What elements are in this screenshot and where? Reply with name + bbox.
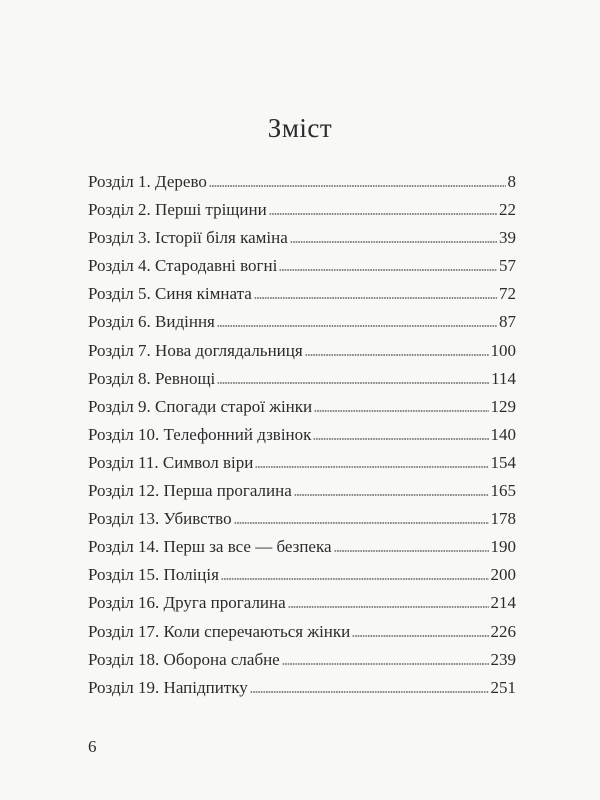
toc-entry-page: 154: [490, 452, 516, 472]
table-of-contents: [88, 168, 516, 702]
toc-entry-title: Розділ 2. Перші тріщини: [88, 200, 267, 220]
toc-entry: [88, 449, 516, 477]
toc-entry: [88, 589, 516, 617]
toc-entry: [88, 280, 516, 308]
toc-entry: [88, 168, 516, 196]
toc-dot-leader: [288, 605, 489, 609]
toc-entry-page: 57: [499, 256, 516, 276]
toc-dot-leader: [305, 353, 489, 357]
toc-entry-title: Розділ 19. Напідпитку: [88, 677, 248, 697]
toc-entry-title: Розділ 11. Символ віри: [88, 452, 254, 472]
toc-entry: [88, 196, 516, 224]
toc-entry: [88, 365, 516, 393]
toc-entry: [88, 224, 516, 252]
toc-entry: [88, 308, 516, 336]
toc-entry: [88, 561, 516, 589]
toc-entry: [88, 618, 516, 646]
toc-entry-title: Розділ 9. Спогади старої жінки: [88, 396, 313, 416]
toc-dot-leader: [217, 324, 497, 328]
toc-entry: [88, 393, 516, 421]
page-title: Зміст: [267, 113, 333, 143]
toc-dot-leader: [221, 577, 489, 581]
toc-entry-page: 190: [490, 537, 516, 557]
toc-entry-page: 200: [490, 565, 516, 585]
toc-entry-page: 100: [490, 340, 516, 360]
toc-entry-page: 8: [507, 172, 516, 191]
page-number: 6: [88, 737, 97, 756]
toc-entry: [88, 477, 516, 505]
toc-entry-page: 251: [490, 677, 516, 697]
toc-entry-page: 165: [490, 481, 516, 501]
toc-entry: [88, 533, 516, 561]
toc-entry-page: 140: [490, 424, 516, 444]
toc-dot-leader: [234, 521, 489, 525]
toc-entry-page: 178: [490, 509, 516, 529]
toc-entry: [88, 505, 516, 533]
toc-dot-leader: [352, 634, 488, 638]
toc-entry-page: 87: [499, 312, 516, 332]
toc-entry-page: 226: [490, 621, 516, 641]
toc-dot-leader: [269, 212, 497, 216]
toc-entry-title: Розділ 4. Стародавні вогні: [88, 256, 278, 276]
toc-entry-page: 129: [490, 396, 516, 416]
toc-entry-page: 22: [499, 200, 516, 220]
toc-dot-leader: [282, 662, 489, 666]
toc-dot-leader: [209, 184, 506, 188]
toc-entry-title: Розділ 3. Історії біля каміна: [88, 228, 288, 248]
toc-entry-title: Розділ 8. Ревнощі: [88, 368, 216, 388]
toc-entry-title: Розділ 17. Коли сперечаються жінки: [88, 621, 351, 641]
toc-dot-leader: [313, 437, 488, 441]
toc-entry: [88, 421, 516, 449]
toc-entry-page: 39: [499, 228, 516, 248]
toc-entry-title: Розділ 18. Оборона слабне: [88, 649, 280, 669]
toc-dot-leader: [294, 493, 489, 497]
toc-dot-leader: [290, 240, 497, 244]
toc-entry-title: Розділ 10. Телефонний дзвінок: [88, 424, 312, 444]
toc-entry-title: Розділ 1. Дерево: [88, 172, 207, 191]
toc-entry-title: Розділ 12. Перша прогалина: [88, 481, 292, 501]
toc-dot-leader: [279, 268, 497, 272]
toc-entry: [88, 646, 516, 674]
toc-entry-title: Розділ 6. Видіння: [88, 312, 215, 332]
toc-entry: [88, 674, 516, 702]
toc-entry-title: Розділ 14. Перш за все — безпека: [88, 537, 332, 557]
toc-entry: [88, 337, 516, 365]
toc-dot-leader: [334, 549, 489, 553]
toc-entry: [88, 252, 516, 280]
toc-entry-title: Розділ 13. Убивство: [88, 509, 232, 529]
toc-dot-leader: [254, 296, 497, 300]
toc-entry-page: 214: [490, 593, 516, 613]
toc-entry-page: 72: [499, 284, 516, 304]
toc-entry-title: Розділ 5. Синя кімната: [88, 284, 252, 304]
toc-entry-title: Розділ 7. Нова доглядальниця: [88, 340, 303, 360]
toc-entry-title: Розділ 16. Друга прогалина: [88, 593, 286, 613]
toc-entry-page: 114: [491, 368, 516, 388]
toc-entry-page: 239: [490, 649, 516, 669]
toc-entry-title: Розділ 15. Поліція: [88, 565, 219, 585]
toc-dot-leader: [255, 465, 488, 469]
toc-dot-leader: [314, 409, 488, 413]
toc-dot-leader: [250, 690, 489, 694]
toc-dot-leader: [217, 381, 489, 385]
